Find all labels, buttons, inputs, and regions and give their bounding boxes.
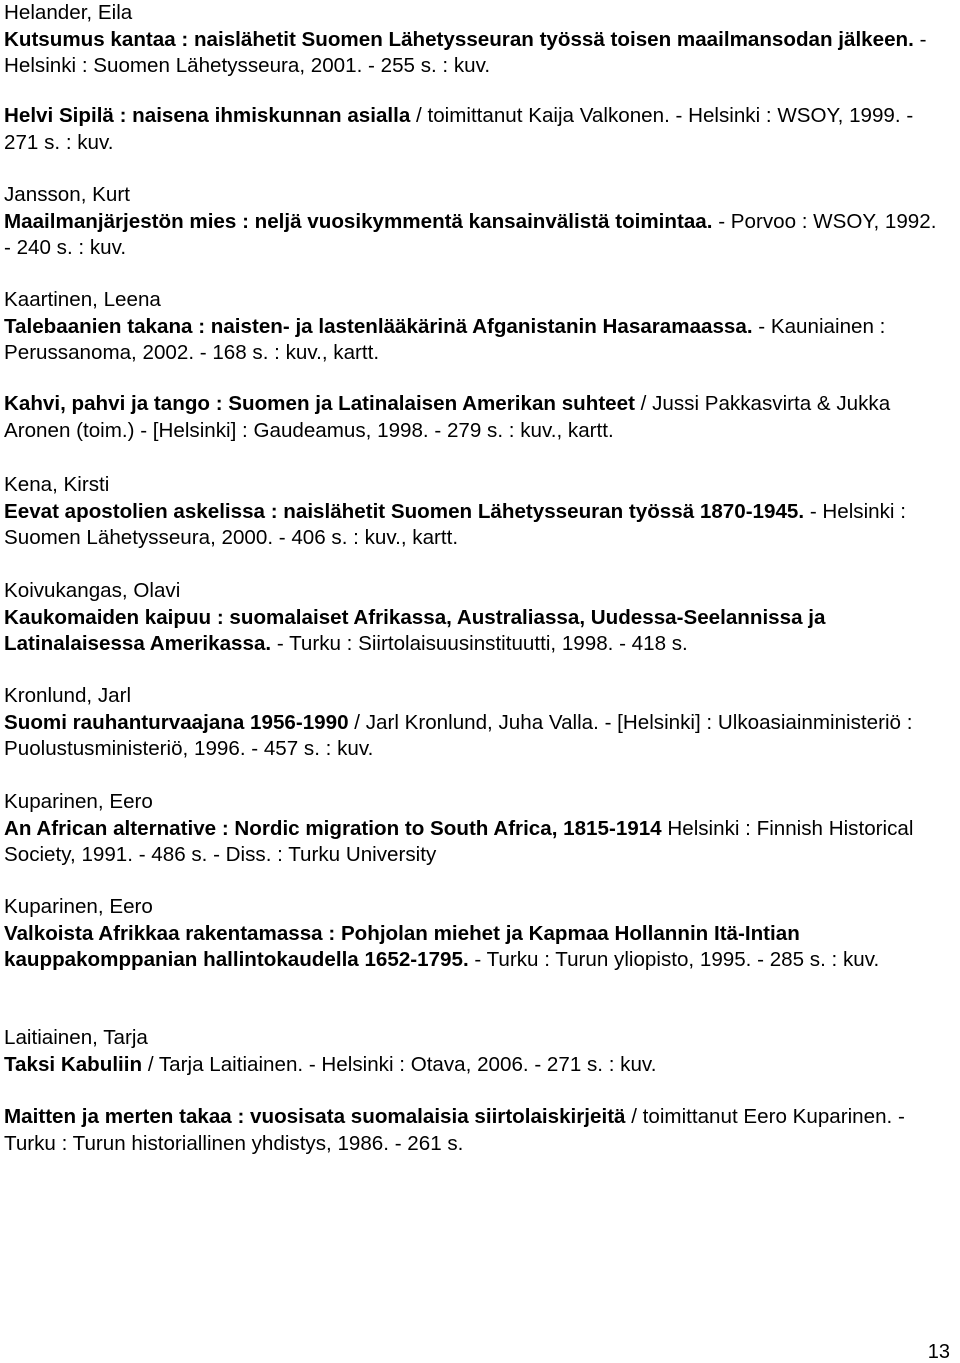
bibliography-entry [4,683,948,763]
entry-author: Kena, Kirsti [4,473,110,496]
bibliography-entry [4,0,948,80]
bibliography-entry [4,103,948,156]
bibliography-entry [4,1104,948,1157]
page-number: 13 [927,1341,950,1363]
entry-title: Taksi Kabuliin [4,1052,143,1076]
entry-title: Kahvi, pahvi ja tango : Suomen ja Latinalaisen Amerikan suhteet [4,392,635,415]
entry-title: Talebaanien takana : naisten- ja lastenlääkärinä Afganistanin Hasaramaassa. [4,314,753,338]
entry-publication-details: / Jarl Kronlund, Juha Valla. - [Helsinki] : Ulkoasiainministeriö : Puolustusministeriö, 1996. - 457 s. : kuv. [4,710,913,760]
bibliography-entry [4,391,948,444]
entry-author: Laitiainen, Tarja [4,1026,148,1049]
entry-title: Helvi Sipilä : naisena ihmiskunnan asialla [4,104,411,127]
entry-author: Kuparinen, Eero [4,790,153,813]
entry-author: Jansson, Kurt [4,183,130,206]
entry-author: Koivukangas, Olavi [4,579,181,602]
entry-title: An African alternative : Nordic migration to South Africa, 1815-1914 [4,816,662,840]
entry-title: Valkoista Afrikkaa rakentamassa : Pohjolan miehet ja Kapmaa Hollannin Itä-Intian kauppakomppanian hallintokaudella 1652-1795. [4,921,800,971]
entry-title: Maitten ja merten takaa : vuosisata suomalaisia siirtolaiskirjeitä [4,1105,626,1128]
bibliography-entry [4,472,948,552]
entry-publication-details: / Jussi Pakkasvirta & Jukka Aronen (toim.) - [Helsinki] : Gaudeamus, 1998. - 279 s. : kuv., kartt. [4,392,891,442]
entry-title: Suomi rauhanturvaajana 1956-1990 [4,710,349,734]
entry-publication-details: - Kauniainen : Perussanoma, 2002. - 168 s. : kuv., kartt. [4,314,886,364]
entry-publication-details: - Turku : Turun yliopisto, 1995. - 285 s. : kuv. [468,948,880,971]
entry-author: Helander, Eila [4,1,133,24]
bibliography-entry [4,1025,948,1078]
entry-publication-details: - Helsinki : Suomen Lähetysseura, 2001. - 255 s. : kuv. [4,27,927,77]
entry-publication-details: Helsinki : Finnish Historical Society, 1991. - 486 s. - Diss. : Turku University [4,816,914,866]
entry-publication-details: - Turku : Siirtolaisuusinstituutti, 1998. - 418 s. [271,632,688,655]
bibliography-entry [4,789,948,869]
bibliography-entry [4,578,948,658]
entry-publication-details: - Porvoo : WSOY, 1992. - 240 s. : kuv. [4,209,937,259]
entry-title: Kutsumus kantaa : naislähetit Suomen Lähetysseuran työssä toisen maailmansodan jälkeen. [4,27,914,51]
bibliography-entry [4,182,948,262]
entry-title: Eevat apostolien askelissa : naislähetit Suomen Lähetysseuran työssä 1870-1945. [4,499,805,523]
bibliography-entry [4,287,948,367]
entry-author: Kuparinen, Eero [4,895,153,918]
entry-author: Kaartinen, Leena [4,288,161,311]
entry-title: Kaukomaiden kaipuu : suomalaiset Afrikassa, Australiassa, Uudessa-Seelannissa ja Latinalaisessa Amerikassa. [4,605,826,655]
entry-publication-details: - Helsinki : Suomen Lähetysseura, 2000. - 406 s. : kuv., kartt. [4,499,906,549]
bibliography-entry [4,894,948,974]
entry-publication-details: / toimittanut Kaija Valkonen. - Helsinki : WSOY, 1999. - 271 s. : kuv. [4,104,914,154]
entry-publication-details: / Tarja Laitiainen. - Helsinki : Otava, 2006. - 271 s. : kuv. [142,1052,657,1076]
entry-author: Kronlund, Jarl [4,684,132,707]
entry-title: Maailmanjärjestön mies : neljä vuosikymmentä kansainvälistä toimintaa. [4,209,713,233]
entry-publication-details: / toimittanut Eero Kuparinen. - Turku : Turun historiallinen yhdistys, 1986. - 261 s. [4,1105,905,1155]
